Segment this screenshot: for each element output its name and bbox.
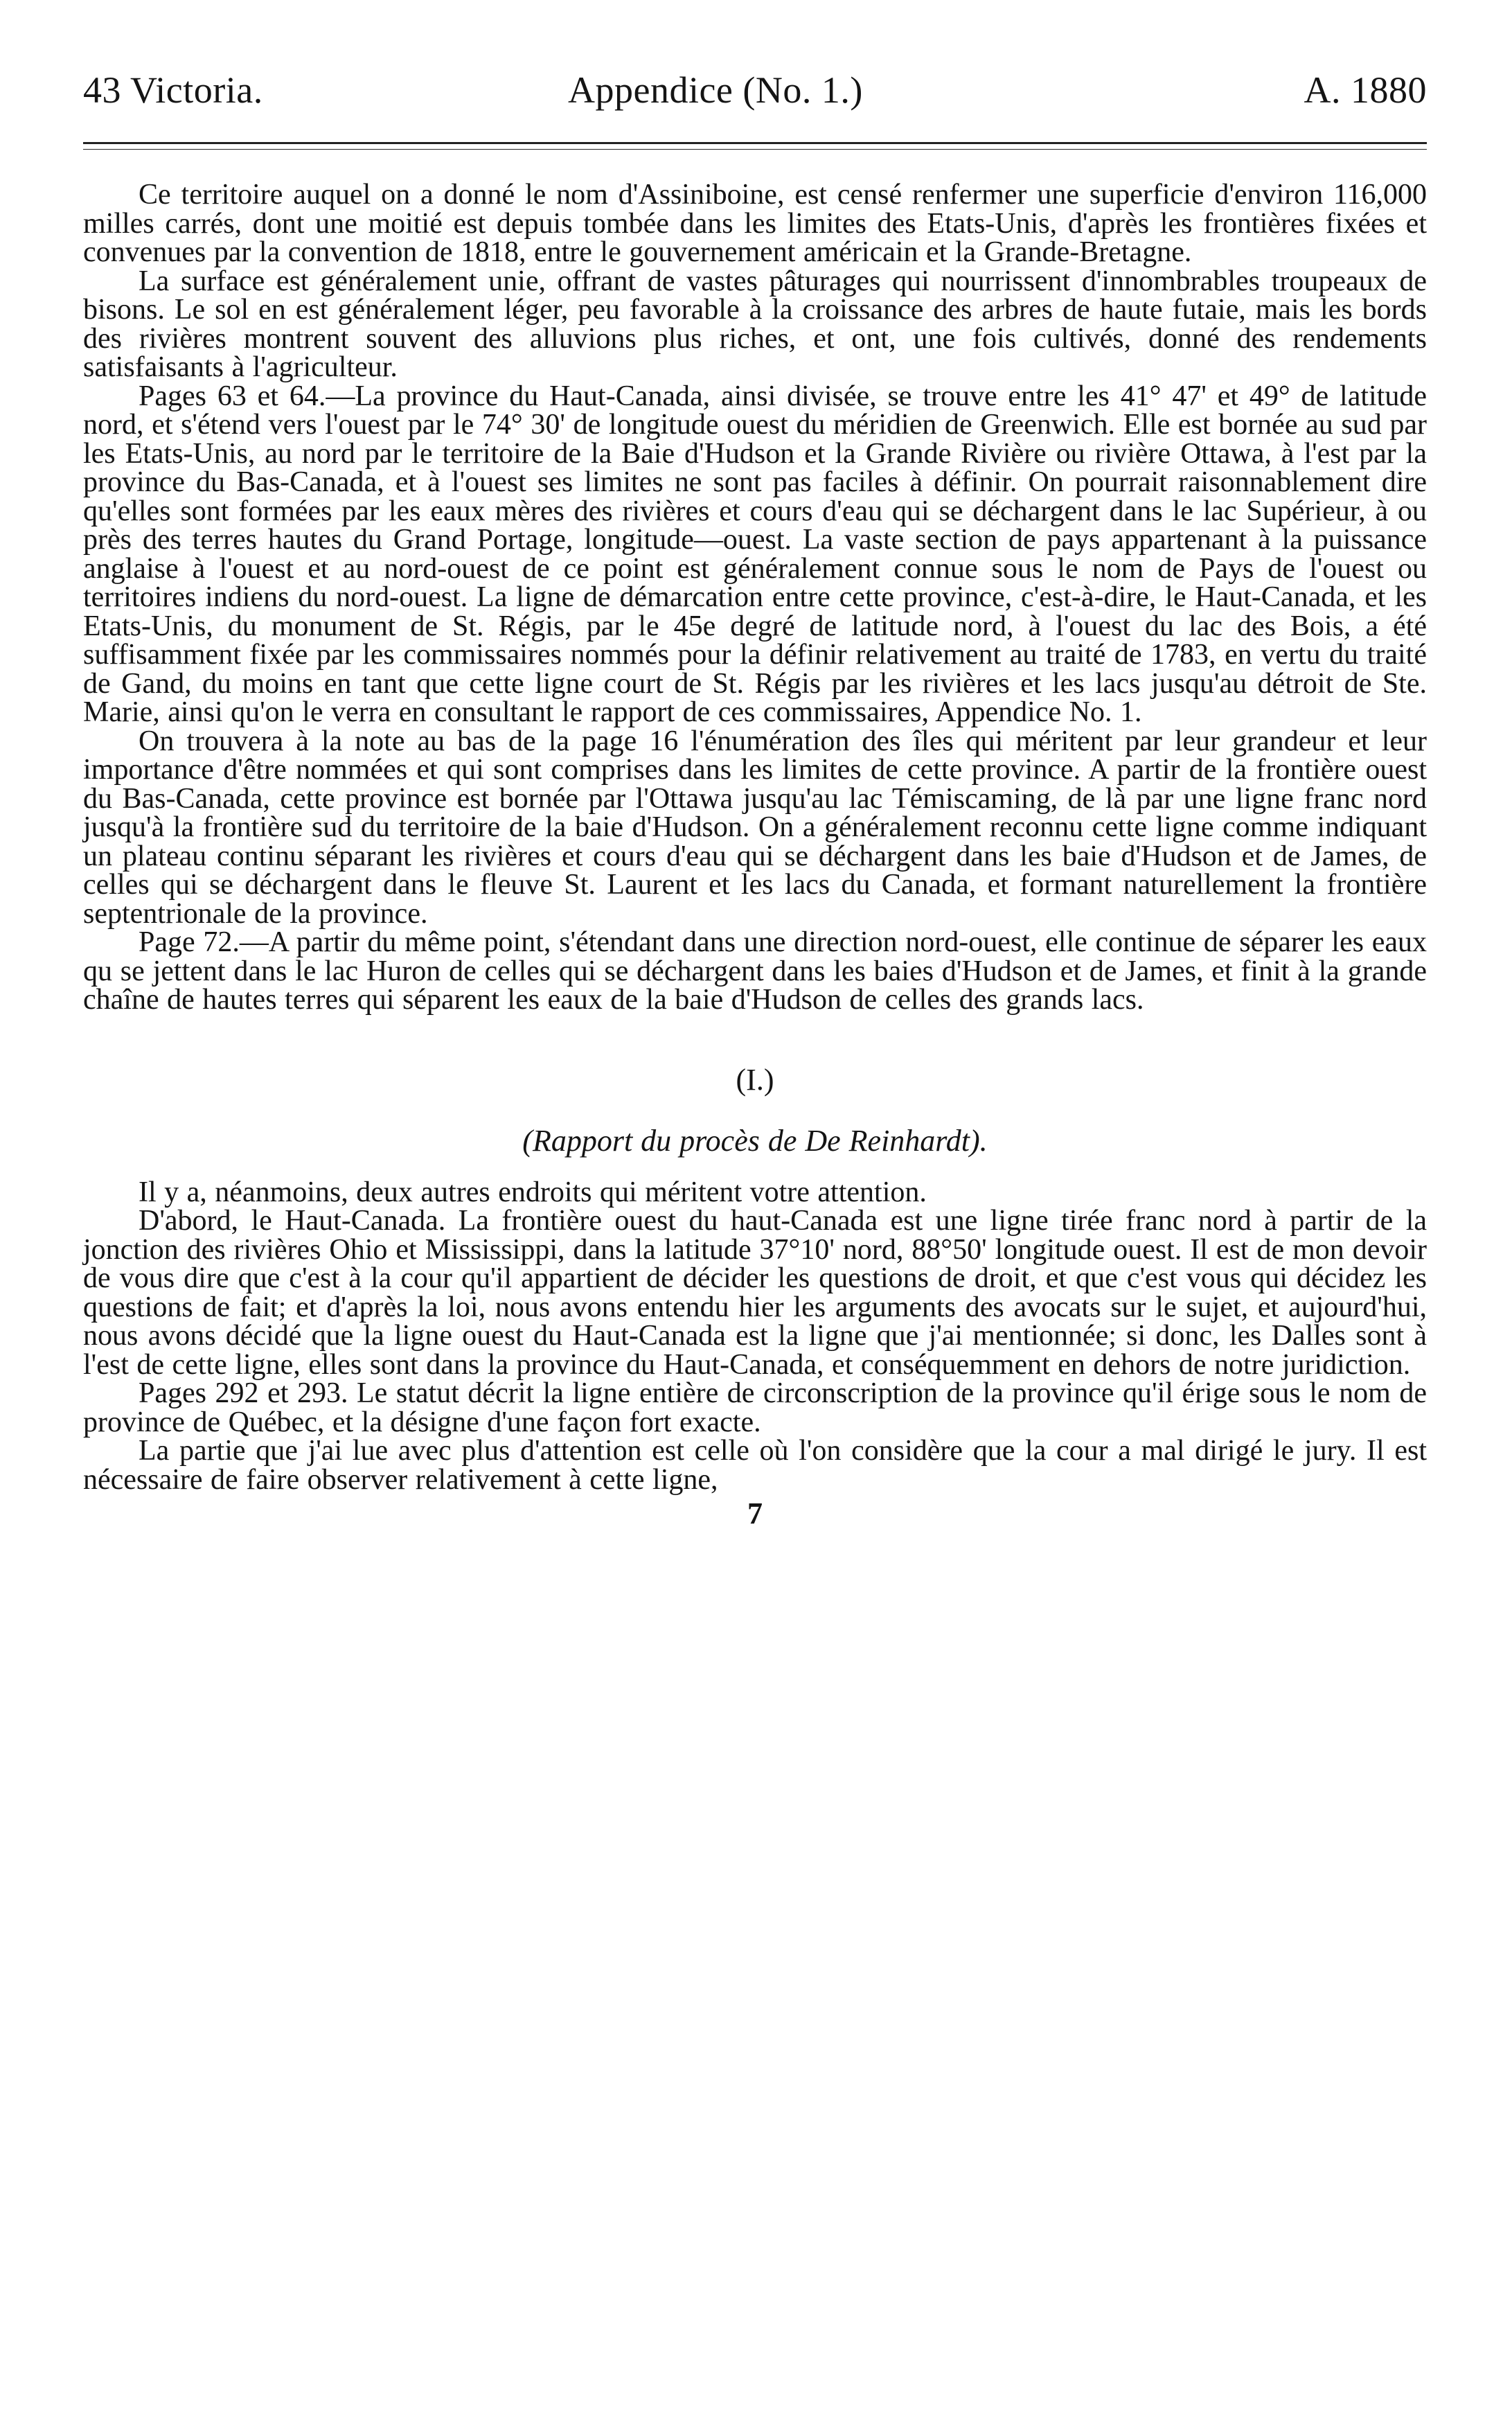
document-page bbox=[83, 66, 1427, 1530]
paragraph: Ce territoire auquel on a donné le nom d'Assiniboine, est censé renfermer une superficie d'environ 116,000 milles carrés, dont une moitié est depuis tombée dans les limites des Etats-Unis, d'après les frontières fixées et convenues par la convention de 1818, entre le gouvernement américain et la Grande-Bretagne. bbox=[83, 179, 1427, 268]
section-caption: (Rapport du procès de De Reinhardt). bbox=[522, 1123, 988, 1158]
section-number: (I.) bbox=[736, 1062, 774, 1097]
page-number: 7 bbox=[747, 1496, 763, 1530]
paragraph: D'abord, le Haut-Canada. La frontière ouest du haut-Canada est une ligne tirée franc nord à partir de la jonction des rivières Ohio et Mississippi, dans la latitude 37°10' nord, 88°50' longitude ouest. Il est de mon devoir de vous dire que c'est à la cour qu'il appartient de décider les questions de droit, et que c'est vous qui décidez les questions de fait; et d'après la loi, nous avons entendu hier les arguments des avocats sur le sujet, et aujourd'hui, nous avons décidé que la ligne ouest du Haut-Canada est la ligne que j'ai mentionnée; si donc, les Dalles sont à l'est de cette ligne, elles sont dans la province du Haut-Canada, et conséquemment en dehors de notre juridiction. bbox=[83, 1205, 1427, 1381]
running-header bbox=[83, 66, 1427, 114]
body-text bbox=[83, 181, 1427, 1494]
header-year: A. 1880 bbox=[1304, 69, 1427, 111]
paragraph: Pages 63 et 64.—La province du Haut-Canada, ainsi divisée, se trouve entre les 41° 47' et 49° de latitude nord, et s'étend vers l'ouest par le 74° 30' de longitude ouest du méridien de Greenwich. Elle est bornée au sud par les Etats-Unis, au nord par le territoire de la Baie d'Hudson et la Grande Rivière ou rivière Ottawa, à l'est par la province du Bas-Canada, et à l'ouest ses limites ne sont pas faciles à définir. On pourrait raisonnablement dire qu'elles sont formées par les eaux mères des rivières et cours d'eau qui se déchargent dans le lac Supérieur, à ou près des terres hautes du Grand Portage, longitude—ouest. La vaste section de pays appartenant à la puissance anglaise à l'ouest et au nord-ouest de ce point est généralement connue sous le nom de Pays de l'ouest ou territoires indiens du nord-ouest. La ligne de démarcation entre cette province, c'est-à-dire, le Haut-Canada, et les Etats-Unis, du monument de St. Régis, par le 45e degré de latitude nord, à l'ouest du lac des Bois, a été suffisamment fixée par les commissaires nommés pour la définir relativement au traité de 1783, en vertu du traité de Gand, du moins en tant que cette ligne court de St. Régis par les rivières et les lacs jusqu'au détroit de Ste. Marie, ainsi qu'on le verra en consultant le rapport de ces commissaires, Appendice No. 1. bbox=[83, 380, 1427, 728]
paragraph: La partie que j'ai lue avec plus d'attention est celle où l'on considère que la cour a mal dirigé le jury. Il est nécessaire de faire observer relativement à cette ligne, bbox=[83, 1435, 1427, 1496]
paragraph: Pages 292 et 293. Le statut décrit la ligne entière de circonscription de la province qu'il érige sous le nom de province de Québec, et la désigne d'une façon fort exacte. bbox=[83, 1377, 1427, 1438]
paragraph: On trouvera à la note au bas de la page 16 l'énumération des îles qui méritent par leur grandeur et leur importance d'être nommées et qui sont comprises dans les limites de cette province. A partir de la frontière ouest du Bas-Canada, cette province est bornée par l'Ottawa jusqu'au lac Témiscaming, de là par une ligne franc nord jusqu'à la frontière sud du territoire de la baie d'Hudson. On a généralement reconnu cette ligne comme indiquant un plateau continu séparant les rivières et cours d'eau qui se déchargent dans les baie d'Hudson et de James, de celles qui se déchargent dans le fleuve St. Laurent et les lacs du Canada, et formant naturellement la frontière septentrionale de la province. bbox=[83, 725, 1427, 930]
header-rule bbox=[83, 142, 1427, 150]
paragraph: Page 72.—A partir du même point, s'étendant dans une direction nord-ouest, elle continue de séparer les eaux qu se jettent dans le lac Huron de celles qui se déchargent dans les baies d'Hudson et de James, et finit à la grande chaîne de hautes terres qui séparent les eaux de la baie d'Hudson de celles des grands lacs. bbox=[83, 926, 1427, 1016]
paragraph: La surface est généralement unie, offrant de vastes pâturages qui nourrissent d'innombrables troupeaux de bisons. Le sol en est généralement léger, peu favorable à la croissance des arbres de haute futaie, mais les bords des rivières montrent souvent des alluvions plus riches, et ont, une fois cultivés, donné des rendements satisfaisants à l'agriculteur. bbox=[83, 265, 1427, 383]
header-appendix-title: Appendice (No. 1.) bbox=[568, 69, 863, 111]
paragraph: Il y a, néanmoins, deux autres endroits qui méritent votre attention. bbox=[139, 1176, 927, 1208]
header-session: 43 Victoria. bbox=[83, 69, 263, 111]
